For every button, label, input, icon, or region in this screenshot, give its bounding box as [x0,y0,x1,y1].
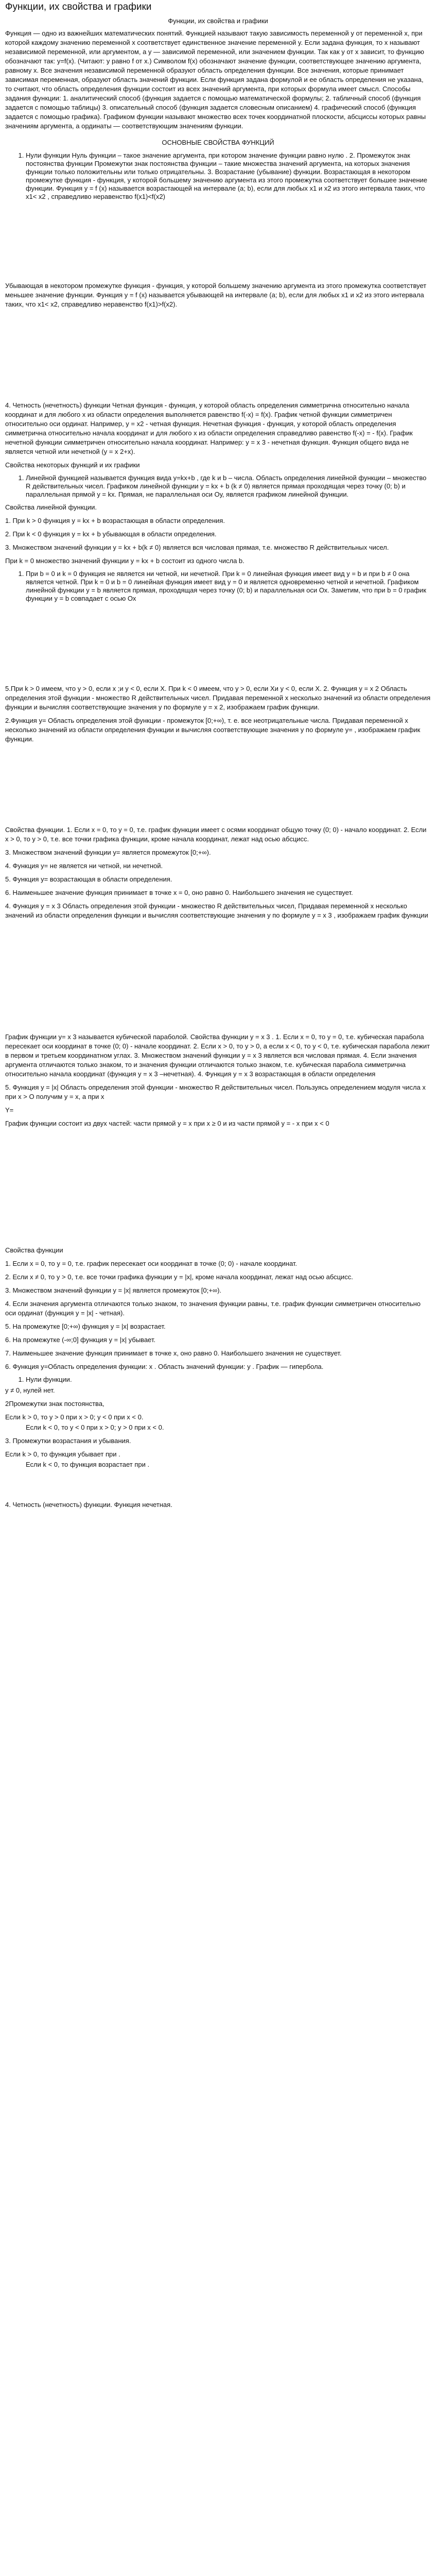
hyperbola-paragraph: 5.При k > 0 имеем, что у > 0, если х ;и у < 0, если Х. При k < 0 имеем, что у > 0, если Хи у < 0, если Х. 2. Функция у = х 2 Область определения этой функции - множество R действительных чисел. Придавая переменной х несколько значений из области определения функции и вычисляя соответствующие значения у по формуле у = х 2, изображаем график функции. [5,685,431,711]
image-placeholder [5,313,431,401]
inverse-function-paragraph: 6. Функция y=Область определения функции: х . Область значений функции: у . График — гипербола. [5,1363,324,1370]
sqrt-property: 5. Функция у= возрастающая в области определения. [5,875,172,883]
abs-property: 6. На промежутке (-∞;0] функция у = |x| убывает. [5,1336,155,1344]
linear-parity-list [5,570,431,603]
linear-property: 3. Множеством значений функции y = kx + b(k ≠ 0) является вся числовая прямая, т.е. множество R действительных чисел. [5,544,389,551]
inverse-monotonic-heading: 3. Промежутки возрастания и убывания. [5,1437,131,1445]
linear-property: 2. При k < 0 функция у = kx + b убывающая в области определения. [5,530,217,538]
abs-property: 1. Если х = 0, то у = 0, т.е. график пересекает оси координат в точке (0; 0) - начале координат. [5,1260,298,1267]
inverse-list [5,1376,431,1384]
cube-properties-paragraph: График функции у= х 3 называется кубической параболой. Свойства функции у = х 3 . 1. Если х = 0, то у = 0, т.е. кубическая парабола пересекает оси координат в точке (0; 0) - начале координат. 2. Если х > 0, то у > 0, а если х < 0, то у < 0, т.е. кубическая парабола лежит в первом и третьем координатном углах. 3. Множеством значений функции у = х 3 является вся числовая прямая. 4. Если значения аргумента отличаются только знаком, то и значения функции отличаются только знаком, т.е. кубическая парабола симметрична относительно начала координат (функция у = х 3 –нечетная). 4. Функция у = х 3 возрастающая в области определения [5,1033,430,1078]
image-placeholder [5,1469,431,1500]
linear-parity-item: 1. При b = 0 и k = 0 функция не является ни четной, ни нечетной. При k = 0 линейная функция имеет вид у = b и при b ≠ 0 она является четной. При k = 0 и b = 0 линейная функция имеет вид у = 0 и является одновременно четной и нечетной. Графиком линейной функции у = b является прямая, проходящая через точку (0; b) и параллельная оси Ох. Заметим, что при b = 0 график функции у = b совпадает с осью Ох [26,570,431,603]
page-title: Функции, их свойства и графики [5,2,152,12]
properties-heading: ОСНОВНЫЕ СВОЙСТВА ФУНКЦИЙ [162,139,274,146]
document-page [0,1,436,1510]
cube-function-paragraph: 4. Функция у = х 3 Область определения этой функции - множество R действительных чисел, Придавая переменной х несколько значений из области определения функции и вычисляя соответствующие значения у по формуле у = х 3 , изображаем график функции [5,902,428,919]
inverse-monotonic-line: Если k > 0, то функция убывает при . [5,1450,120,1458]
abs-property: 2. Если х ≠ 0, то у > 0, т.е. все точки графика функции у = |x|, кроме начала координат, лежат над осью абсцисс. [5,1273,353,1281]
inverse-zeros: у ≠ 0, нулей нет. [5,1386,55,1394]
parity-paragraph: 4. Четность (нечетность) функции Четная функция - функция, у которой область определения симметрична относительно начала координат и для любого х из области определения выполняется равенство f(-x) = f(x). График четной функции симметричен относительно оси ординат. Например, у = х2 - четная функция. Нечетная функция - функция, у которой область определения симметрична относительно начала координат и для любого х из области определения справедливо равенство f(-x) = - f(x). График нечетной функции симметричен относительно начала координат. Например: у = х 3 - нечетная функция. Функция общего вида не является четной или нечетной (у = х 2+х). [5,401,413,455]
article-subtitle: Функции, их свойства и графики [168,17,268,25]
linear-function-list [5,474,431,499]
linear-property: 1. При k > 0 функция у = kx + b возрастающая в области определения. [5,517,225,524]
sqrt-property: 6. Наименьшее значение функция принимает в точке х = 0, оно равно 0. Наибольшего значения не существует. [5,889,353,896]
some-functions-heading: Свойства некоторых функций и их графики [5,461,140,469]
abs-property: 7. Наименьшее значение функция принимает в точке х, оно равно 0. Наибольшего значения не существует. [5,1349,342,1357]
image-placeholder [5,924,431,1032]
linear-props-heading: Свойства линейной функции. [5,503,97,511]
abs-props-heading: Свойства функции [5,1246,63,1254]
inverse-list-item: 1. Нули функции. [26,1376,431,1384]
properties-item: 1. Нули функции Нуль функции – такое значение аргумента, при котором значение функции равно нулю . 2. Промежуток знак постоянства функции Промежутки знак постоянства функции – такие множества значений аргумента, на которых значения функции только положительны или только отрицательны. 3. Возрастание (убывание) функции. Возрастающая в некотором промежутке функция - функция, у которой большему значению аргумента из этого промежутка соответствует большее значение функции. Функция у = f (x) называется возрастающей на интервале (а; b), если для любых х1 и х2 из этого интервала таких, что х1< х2 , справедливо неравенство f(x1)<f(x2) [26,151,431,201]
sqrt-property: Свойства функции. 1. Если х = 0, то у = 0, т.е. график функции имеет с осями координат общую точку (0; 0) - начало координат. 2. Если х > 0, то у > 0, т.е. все точки графика функции, кроме начала координат, лежат над осью абсцисс. [5,826,427,843]
sqrt-function-paragraph: 2.Функция у= Область определения этой функции - промежуток [0;+∞), т. е. все неотрицательные числа. Придавая переменной х несколько значений из области определения функции и вычисляя соответствующие значения у по формуле у= , изображаем график функции. [5,717,421,743]
properties-list [5,151,431,201]
linear-property: При k = 0 множество значений функции у = kx + b состоит из одного числа b. [5,557,245,565]
sqrt-property: 4. Функция у= не является ни четной, ни нечетной. [5,862,163,870]
abs-graph-paragraph: График функции состоит из двух частей: части прямой у = х при х ≥ 0 и из части прямой у = - х при х < 0 [5,1120,329,1127]
sqrt-property: 3. Множеством значений функции у= является промежуток [0;+∞). [5,849,211,856]
abs-function-paragraph: 5. Функция у = |x| Область определения этой функции - множество R действительных чисел. Пользуясь определением модуля числа х при х > О получим у = х, а при х [5,1083,426,1100]
abs-property: 4. Если значения аргумента отличаются только знаком, то значения функции равны, т.е. график функции симметричен относительно оси ординат (функция у = |x| - четная). [5,1300,421,1317]
abs-formula: Y= [5,1106,14,1114]
inverse-sign-heading: 2Промежутки знак постоянства, [5,1400,104,1408]
image-placeholder [5,1132,431,1246]
inverse-sign-line: Если k > 0, то у > 0 при х > 0; у < 0 при х < 0. [5,1413,144,1421]
inverse-monotonic-line: Если k < 0, то функция возрастает при . [26,1461,150,1468]
image-placeholder [5,607,431,684]
linear-function-item: 1. Линейной функцией называется функция вида y=kx+b , где k и b – числа. Область определения линейной функции – множество R действительных чисел. Графиком линейной функции у = kx + b (k ≠ 0) является прямая проходящая через точку (0; b) и параллельная прямой у = kx. Прямая, не параллельная оси Оу, является графиком линейной функции. [26,474,431,499]
abs-property: 3. Множеством значений функции у = |x| является промежуток [0;+∞). [5,1286,222,1294]
inverse-sign-line: Если k < 0, то у < 0 при х > 0; у > 0 при х < 0. [26,1423,164,1431]
abs-property: 5. На промежутке [0;+∞) функция у = |x| возрастает. [5,1323,166,1330]
inverse-parity: 4. Четность (нечетность) функции. Функция нечетная. [5,1501,172,1509]
decreasing-paragraph: Убывающая в некотором промежутке функция - функция, у которой большему значению аргумента из этого промежутка соответствует меньшее значение функции. Функция у = f (x) называется убывающей на интервале (а; b), если для любых х1 и х2 из этого интервала таких, что х1< х2, справедливо неравенство f(x1)>f(x2). [5,282,427,308]
image-placeholder [5,205,431,281]
image-placeholder [5,748,431,825]
intro-paragraph: Функция — одно из важнейших математических понятий. Функцией называют такую зависимость переменной y от переменной x, при которой каждому значению переменной x соответствует единственное значение переменной y. Если задана функция, то x называют независимой переменной, или аргументом, а y — зависимой переменной, или значением функции. Так как y от x зависит, то функцию обозначают так: y=f(x). (Читают: у равно f от х.) Символом f(x) обозначают значение функции, соответствующее значению аргумента, равному х. Все значения независимой переменной образуют область определения функции. Все значения, которые принимает зависимая переменная, образуют область значений функции. Если функция задана формулой и ее область определения не указана, то считают, что область определения функции состоит из всех значений аргумента, при которых формула имеет смысл. Способы задания функции: 1. аналитический способ (функция задается с помощью математической формулы; 2. табличный способ (функция задается с помощью таблицы) 3. описательный способ (функция задается словесным описанием) 4. графический способ (функция задается с помощью графика). Графиком функции называют множество всех точек координатной плоскости, абсциссы которых равны значениям аргумента, а ординаты — соответствующим значениям функции. [5,29,426,130]
